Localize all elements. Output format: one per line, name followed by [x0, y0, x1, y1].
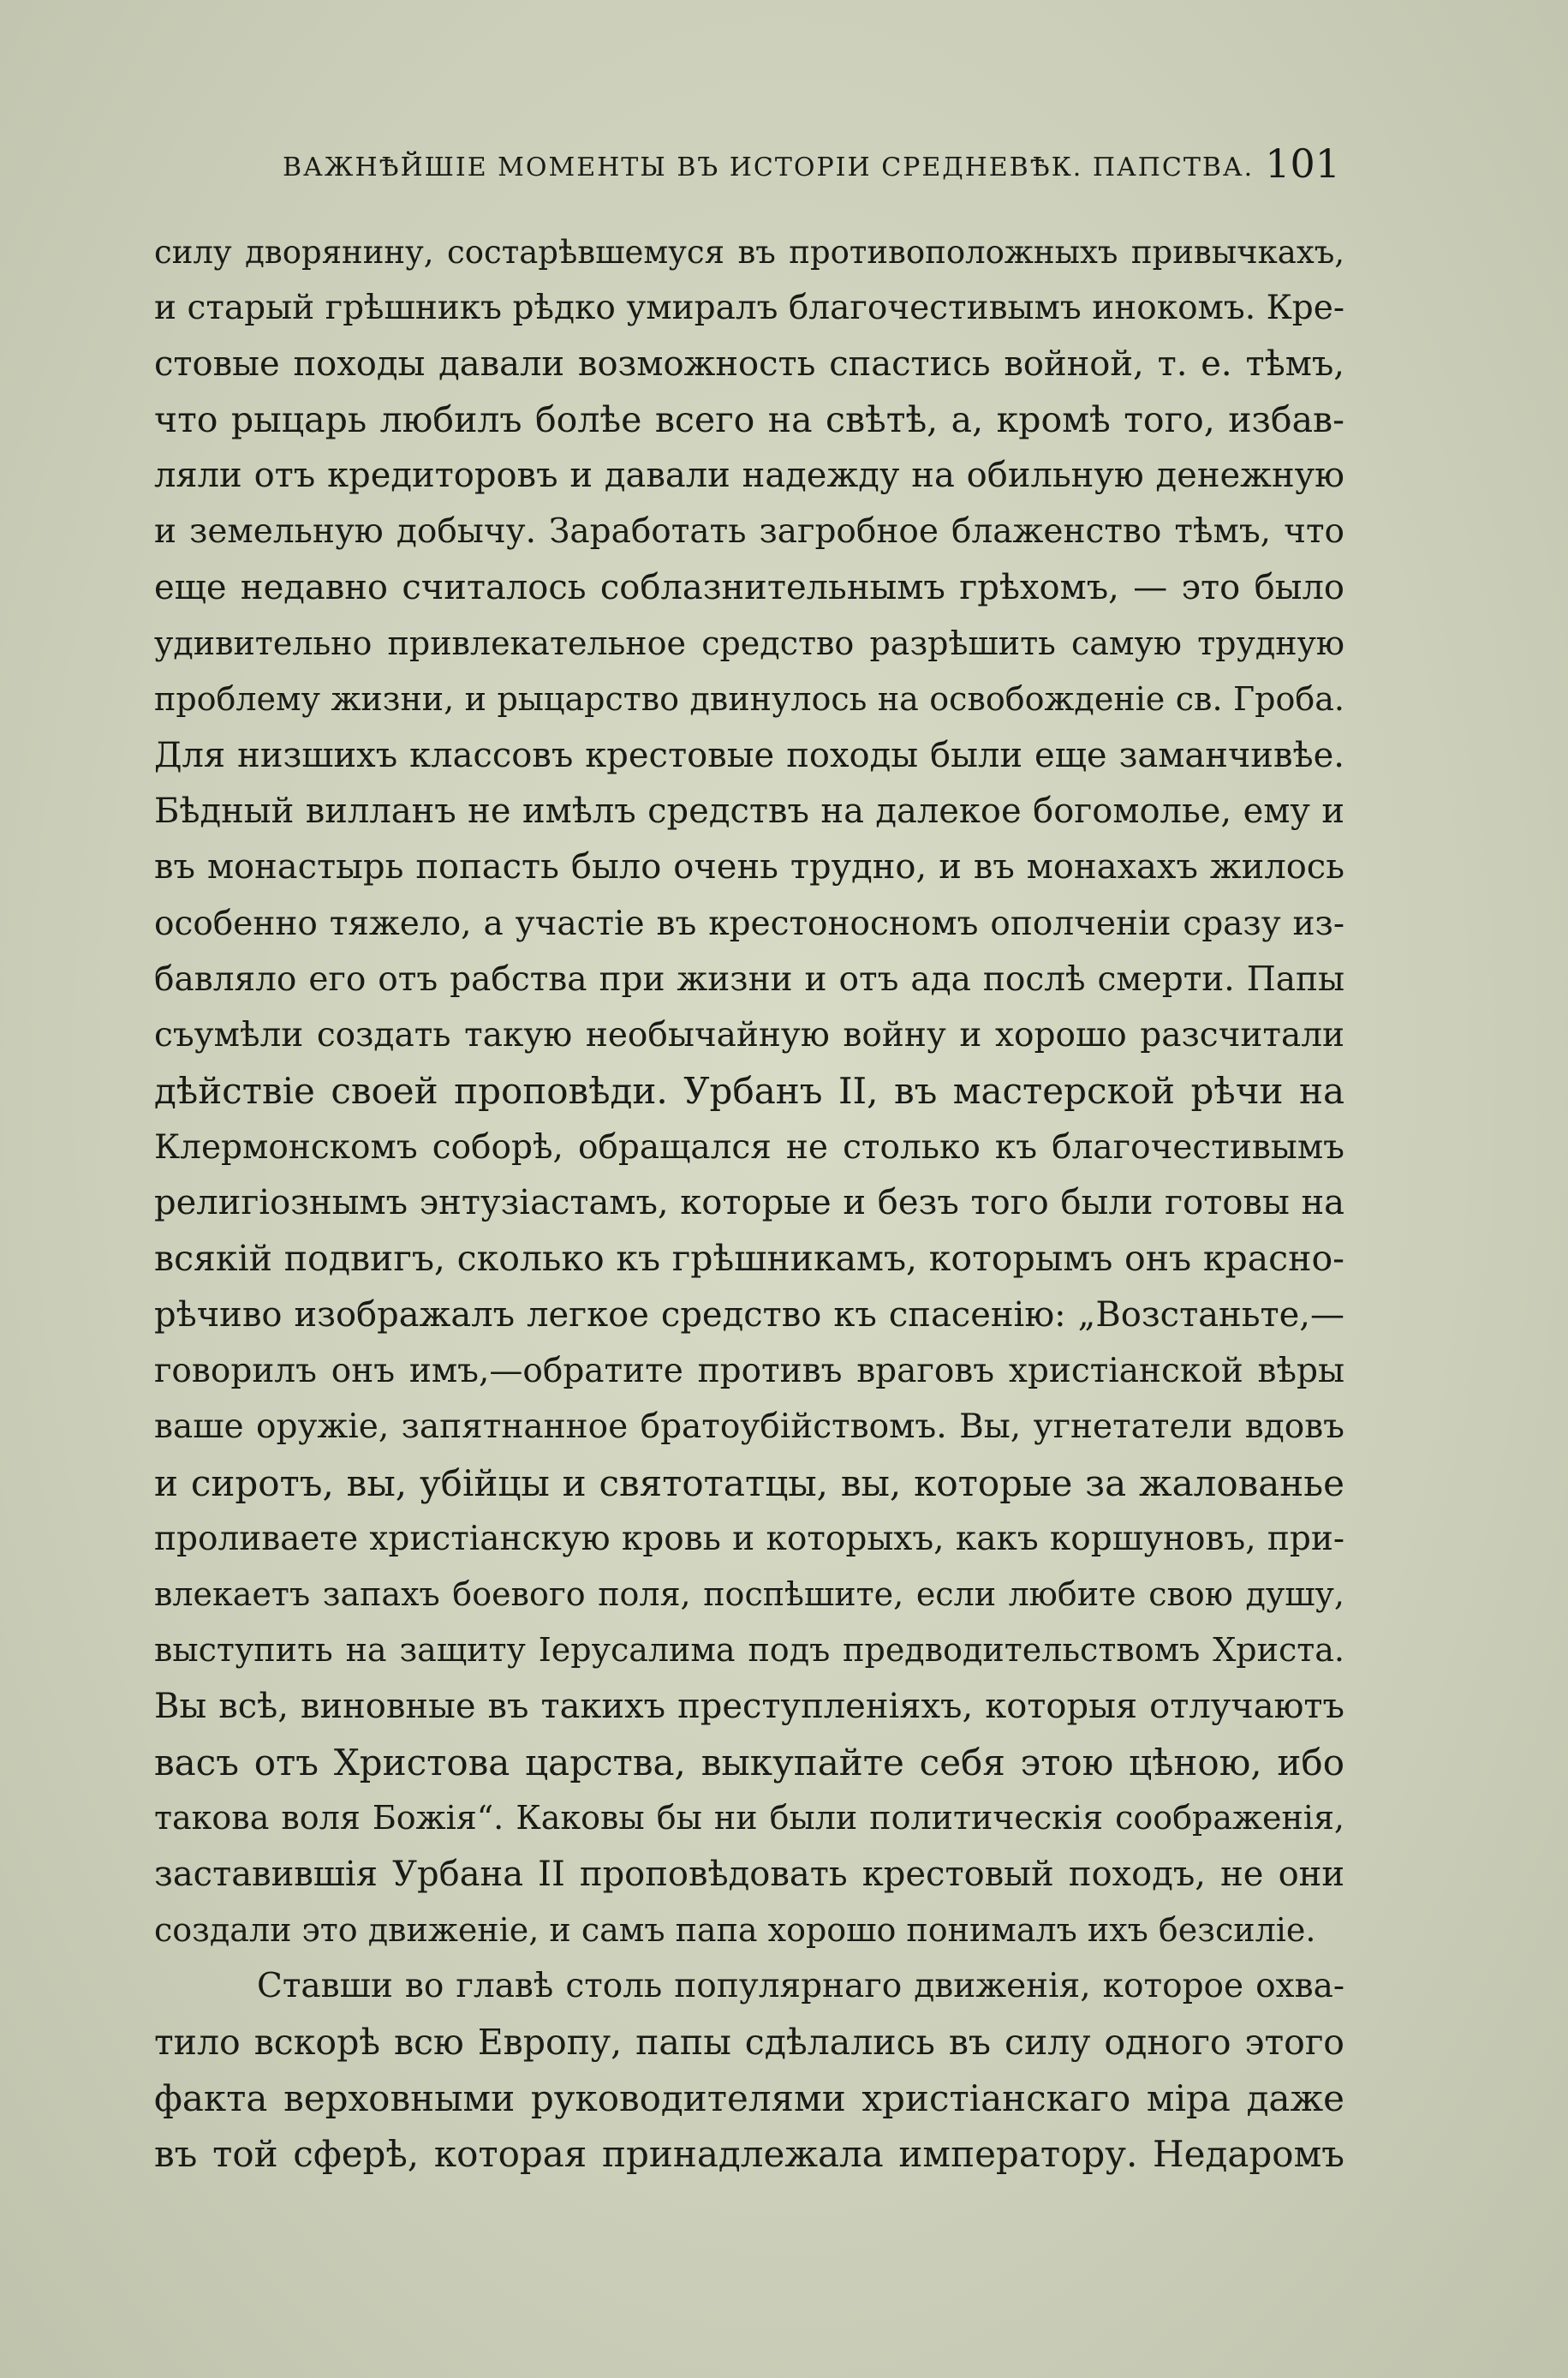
text-line: и старый грѣшникъ рѣдко умиралъ благочестивымъ инокомъ. Кре- — [154, 289, 1344, 328]
text-line: удивительно привлекательное средство разрѣшить самую трудную — [154, 624, 1344, 663]
text-line: Клермонскомъ соборѣ, обращался не столько къ благочестивымъ — [154, 1127, 1344, 1167]
text-line: васъ отъ Христова царства, выкупайте себя этою цѣною, ибо — [154, 1742, 1344, 1784]
text-line: ваше оружіе, запятнанное братоубійствомъ. Вы, угнетатели вдовъ — [154, 1407, 1344, 1447]
text-line: проблему жизни, и рыцарство двинулось на освобожденіе св. Гроба. — [154, 680, 1344, 719]
text-line: тило вскорѣ всю Европу, папы сдѣлались въ силу одного этого — [154, 2021, 1344, 2063]
text-line: такова воля Божія“. Каковы бы ни были политическія соображенія, — [154, 1799, 1344, 1837]
text-line: говорилъ онъ имъ,—обратите противъ враговъ христіанской вѣры — [154, 1351, 1344, 1390]
text-line: и земельную добычу. Заработать загробное блаженство тѣмъ, что — [154, 512, 1344, 552]
text-line: факта верховными руководителями христіанскаго міра даже — [154, 2076, 1344, 2119]
text-line: проливаете христіанскую кровь и которыхъ, какъ коршуновъ, при- — [154, 1519, 1344, 1558]
body-text — [154, 224, 1344, 2182]
text-line: создали это движеніе, и самъ папа хорошо понималъ ихъ безсиліе. — [154, 1910, 1316, 1949]
text-line: и сиротъ, вы, убійцы и святотатцы, вы, которые за жалованье — [154, 1461, 1344, 1504]
text-line: въ монастырь попасть было очень трудно, и въ монахахъ жилось — [154, 847, 1344, 887]
text-line: рѣчиво изображалъ легкое средство къ спасенію: „Возстаньте,— — [154, 1294, 1344, 1335]
text-line: силу дворянину, состарѣвшемуся въ противоположныхъ привычкахъ, — [154, 234, 1344, 271]
text-line: заставившія Урбана II проповѣдовать крестовый походъ, не они — [154, 1854, 1344, 1894]
paragraph-1 — [154, 224, 1344, 1958]
page-header — [150, 137, 1340, 197]
paragraph-2 — [154, 1958, 1344, 2182]
text-line: Вы всѣ, виновные въ такихъ преступленіяхъ, которыя отлучаютъ — [154, 1686, 1344, 1726]
text-line: бавляло его отъ рабства при жизни и отъ ада послѣ смерти. Папы — [154, 959, 1344, 999]
text-line: еще недавно считалось соблазнительнымъ грѣхомъ, — это было — [154, 567, 1344, 607]
text-line: особенно тяжело, а участіе въ крестоносномъ ополченіи сразу из- — [154, 904, 1344, 943]
running-head: ВАЖНѢЙШІЕ МОМЕНТЫ ВЪ ИСТОРІИ СРЕДНЕВѢК. ПАПСТВА. — [283, 152, 1255, 182]
text-line: Ставши во главѣ столь популярнаго движенія, которое охва- — [257, 1967, 1344, 2006]
text-line: выступить на защиту Іерусалима подъ предводительствомъ Христа. — [154, 1631, 1344, 1670]
page-number: 101 — [1265, 140, 1340, 187]
text-line: что рыцарь любилъ болѣе всего на свѣтѣ, а, кромѣ того, избав- — [154, 398, 1344, 440]
text-line: съумѣли создать такую необычайную войну и хорошо разсчитали — [154, 1016, 1344, 1055]
text-line: ляли отъ кредиторовъ и давали надежду на обильную денежную — [154, 456, 1344, 496]
text-line: религіознымъ энтузіастамъ, которые и безъ того были готовы на — [154, 1183, 1344, 1223]
text-line: Бѣдный вилланъ не имѣлъ средствъ на далекое богомолье, ему и — [154, 791, 1344, 831]
text-line: всякій подвигъ, сколько къ грѣшникамъ, которымъ онъ красно- — [154, 1238, 1344, 1280]
text-line: влекаетъ запахъ боевого поля, поспѣшите, если любите свою душу, — [154, 1575, 1344, 1614]
text-line: дѣйствіе своей проповѣди. Урбанъ II, въ мастерской рѣчи на — [154, 1070, 1344, 1113]
text-line: въ той сферѣ, которая принадлежала императору. Недаромъ — [154, 2133, 1344, 2176]
text-line: Для низшихъ классовъ крестовые походы были еще заманчивѣе. — [154, 735, 1344, 775]
text-line: стовые походы давали возможность спастись войной, т. е. тѣмъ, — [154, 344, 1344, 384]
